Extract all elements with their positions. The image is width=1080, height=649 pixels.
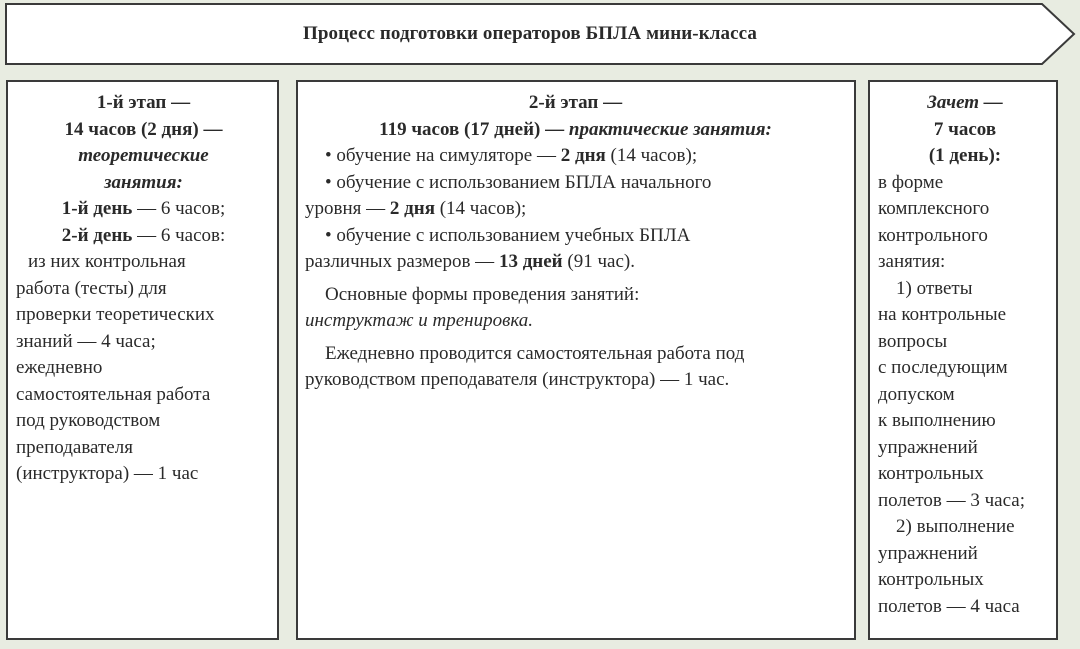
stage-2-heading-line2 — [305, 117, 846, 144]
stage-3-line: полетов — 3 часа; — [878, 489, 1025, 511]
bullet-training-days: 13 дней — [498, 251, 563, 272]
stage-1-line: под руководством — [16, 410, 161, 431]
stage-1-day1 — [16, 196, 271, 223]
stage-3-line: контрольных — [878, 569, 984, 590]
daily-line2: руководством преподавателя (инструктора) — 1 час. — [305, 369, 730, 390]
daily-line1: Ежедневно проводится самостоятельная работа под — [325, 342, 745, 364]
stage-3-line: упражнений — [878, 436, 978, 458]
day1-rest: — 6 часов; — [132, 198, 226, 219]
stage-3-line: 2) выполнение — [896, 516, 1015, 537]
day2-rest: — 6 часов: — [132, 224, 226, 246]
stage-3-line: комплексного — [878, 198, 990, 219]
bullet-simulator — [305, 143, 846, 170]
bullet-training-text: различных размеров — — [305, 251, 499, 272]
bullet-basic-days: 2 дня — [389, 198, 435, 219]
bullet-basic-line1: • обучение с использованием БПЛА начального — [325, 171, 712, 193]
day2-label: 2-й день — [61, 224, 133, 246]
stage-3-line: с последующим — [878, 357, 1008, 378]
stage-3-line: допуском — [878, 383, 955, 405]
stage-3-box — [868, 80, 1058, 640]
stage-2-box — [296, 80, 856, 640]
bullet-basic-hours: (14 часов); — [434, 198, 527, 219]
stage-1-line: проверки теоретических — [16, 304, 215, 325]
stage-3-line: полетов — 4 часа — [878, 595, 1020, 617]
bullet-basic-line2 — [305, 196, 846, 223]
stage-1-heading-line1: 1-й этап — — [96, 92, 191, 113]
bullet-training-line2 — [305, 249, 846, 276]
stage-1-line: самостоятельная работа — [16, 383, 211, 405]
stage-2-heading-line1: 2-й этап — — [528, 92, 623, 113]
bullet-training-hours: (91 час). — [562, 251, 635, 272]
stage-3-heading-line3: (1 день): — [928, 145, 1002, 166]
stage-3-line: контрольных — [878, 463, 984, 484]
stage-1-heading-line3: теоретические — [78, 145, 209, 166]
stage-3-line: в форме — [878, 171, 944, 193]
stage-2-practical: практические занятия: — [568, 118, 772, 140]
stage-1-day2 — [16, 223, 271, 250]
stage-1-line: (инструктора) — 1 час — [16, 463, 199, 484]
stage-1-heading-line4: занятия: — [104, 171, 183, 193]
stage-3-heading-line1: Зачет — — [927, 92, 1003, 113]
stage-1-line: знаний — 4 часа; — [16, 330, 156, 352]
stage-3-line: контрольного — [878, 224, 988, 246]
stage-1-line: из них контрольная — [28, 251, 186, 272]
stage-1-heading-line2: 14 часов (2 дня) — — [64, 118, 223, 140]
stage-3-line: на контрольные — [878, 304, 1007, 325]
bullet-simulator-text: • обучение на симуляторе — — [325, 145, 561, 166]
day1-label: 1-й день — [61, 198, 133, 219]
bullet-simulator-hours: (14 часов); — [605, 145, 698, 166]
process-header-arrow — [0, 0, 1080, 68]
stage-3-line: к выполнению — [878, 410, 996, 431]
bullet-training-line1: • обучение с использованием учебных БПЛА — [325, 224, 691, 246]
stage-3-line: упражнений — [878, 542, 978, 564]
bullet-simulator-days: 2 дня — [560, 145, 606, 166]
stage-1-box — [6, 80, 279, 640]
stage-3-line: 1) ответы — [896, 277, 973, 299]
bullet-basic-text: уровня — — [305, 198, 390, 219]
stage-1-line: работа (тесты) для — [16, 277, 167, 299]
forms-line1: Основные формы проведения занятий: — [325, 283, 640, 305]
stage-3-line: занятия: — [878, 251, 946, 272]
stage-2-hours: 119 часов (17 дней) — — [379, 118, 569, 140]
stage-3-heading-line2: 7 часов — [933, 118, 997, 140]
forms-line2: инструктаж и тренировка. — [305, 310, 534, 331]
stage-1-line: ежедневно — [16, 357, 103, 378]
stage-3-line: вопросы — [878, 330, 948, 352]
stage-1-line: преподавателя — [16, 436, 133, 458]
process-title: Процесс подготовки операторов БПЛА мини-класса — [302, 23, 758, 44]
